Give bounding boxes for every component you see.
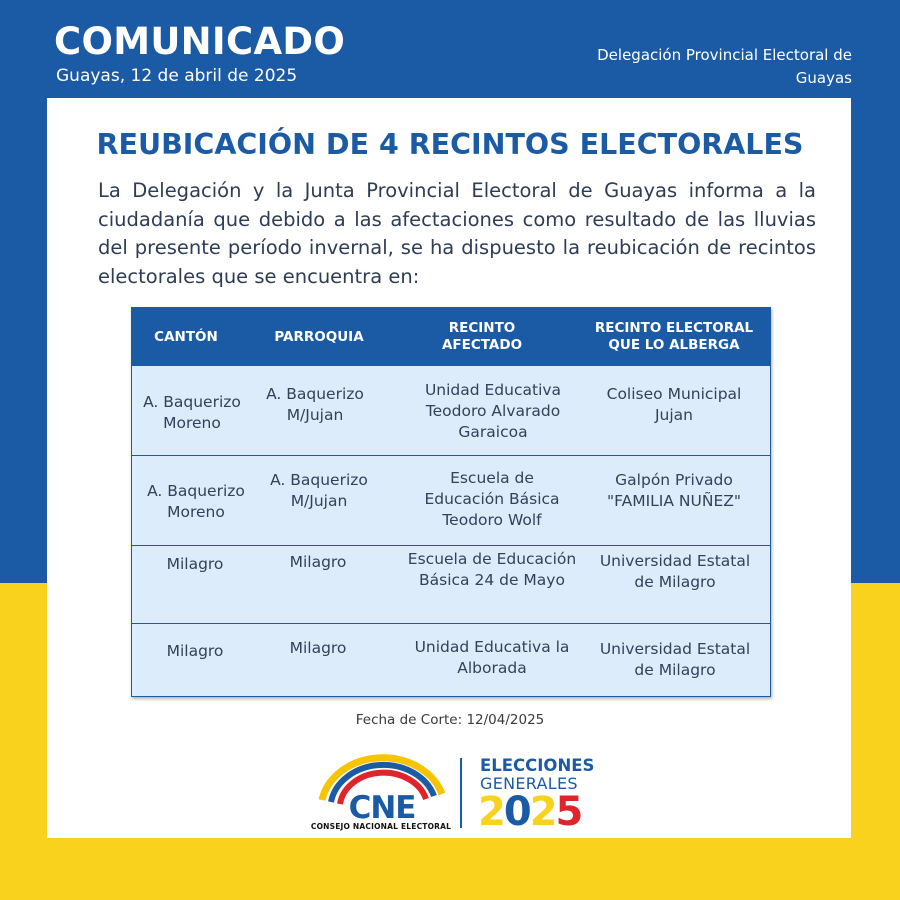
cell-recinto-afectado: Escuela de Educación Básica 24 de Mayo <box>407 550 577 589</box>
column-header-recinto-albergue: RECINTO ELECTORAL QUE LO ALBERGA <box>594 320 754 353</box>
header-org-line1: Delegación Provincial Electoral de <box>597 46 852 64</box>
generales-text: GENERALES <box>480 774 578 793</box>
year-digit: 5 <box>555 789 582 831</box>
header-organization <box>552 44 852 90</box>
election-year <box>478 789 582 831</box>
cne-acronym: CNE <box>348 790 416 826</box>
table-row <box>132 366 770 456</box>
relocation-table <box>131 307 771 697</box>
cell-recinto-albergue: Universidad Estatal de Milagro <box>599 640 751 679</box>
year-digit: 2 <box>529 789 556 831</box>
column-header-parroquia: PARROQUIA <box>274 328 364 345</box>
cell-parroquia: A. Baquerizo M/Jujan <box>266 385 364 424</box>
cell-recinto-afectado: Unidad Educativa Teodoro Alvarado Garaicoa <box>424 381 562 441</box>
column-header-recinto-afectado: RECINTO AFECTADO <box>441 320 523 353</box>
table-header <box>132 308 770 366</box>
logo-divider <box>460 758 462 828</box>
table-row <box>132 624 770 696</box>
header-org-line2: Guayas <box>795 69 852 87</box>
cell-recinto-albergue: Coliseo Municipal Jujan <box>606 385 742 424</box>
elecciones-text: ELECCIONES <box>480 756 595 775</box>
cell-recinto-albergue: Universidad Estatal de Milagro <box>599 552 751 591</box>
cell-canton: Milagro <box>166 642 224 660</box>
cne-full-name: CONSEJO NACIONAL ELECTORAL <box>310 822 452 831</box>
year-digit: 2 <box>478 789 504 831</box>
header-title: COMUNICADO <box>54 20 346 63</box>
cell-recinto-afectado: Escuela de Educación Básica Teodoro Wolf <box>424 469 560 529</box>
intro-paragraph: La Delegación y la Junta Provincial Electoral de Guayas informa a la ciudadanía que debido a las afectaciones como resultado de las lluvias del presente período invernal, se ha dispuesto la reubicación de recintos electorales que se encuentra en: <box>98 179 816 288</box>
cell-parroquia: A. Baquerizo M/Jujan <box>270 471 368 510</box>
year-digit: 0 <box>503 789 530 831</box>
table-row <box>132 456 770 546</box>
page-title: REUBICACIÓN DE 4 RECINTOS ELECTORALES <box>96 128 804 161</box>
election-year-logo <box>478 787 593 831</box>
cutoff-date: Fecha de Corte: 12/04/2025 <box>355 712 545 728</box>
column-header-canton: CANTÓN <box>154 328 218 345</box>
cne-logo <box>312 742 457 834</box>
table-row <box>132 546 770 624</box>
cell-recinto-afectado: Unidad Educativa la Alborada <box>414 638 570 677</box>
header-date: Guayas, 12 de abril de 2025 <box>56 66 298 86</box>
cell-canton: Milagro <box>166 555 224 573</box>
cell-canton: A. Baquerizo Moreno <box>143 393 241 432</box>
cell-canton: A. Baquerizo Moreno <box>147 482 245 521</box>
cell-parroquia: Milagro <box>289 553 347 571</box>
cell-parroquia: Milagro <box>289 639 347 657</box>
cell-recinto-albergue: Galpón Privado "FAMILIA NUÑEZ" <box>607 471 741 510</box>
